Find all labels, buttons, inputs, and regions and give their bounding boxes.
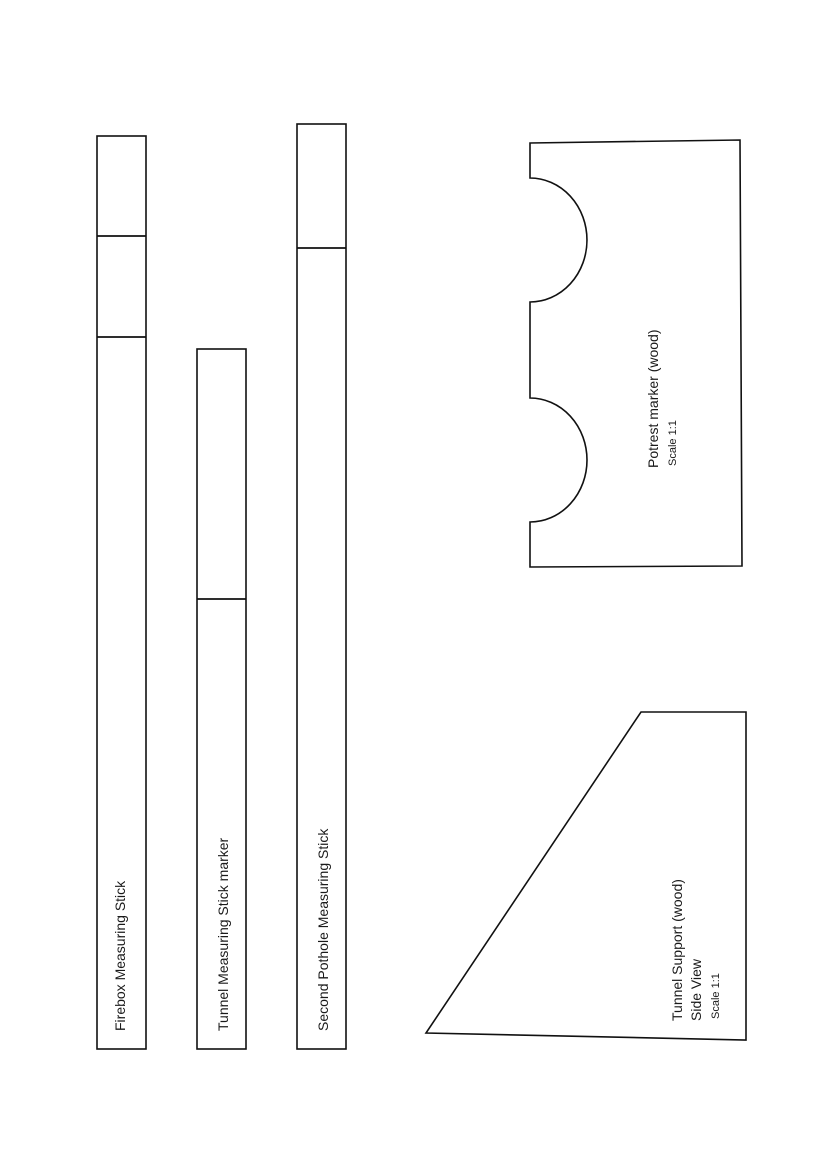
firebox-stick-label: Firebox Measuring Stick <box>112 880 128 1031</box>
tunnel-support-view: Side View <box>688 958 704 1021</box>
tunnel-measuring-stick <box>197 349 246 1049</box>
potrest-marker-title: Potrest marker (wood) <box>645 329 661 468</box>
tunnel-support-template <box>426 712 746 1040</box>
second-pothole-measuring-stick <box>297 124 346 1049</box>
tunnel-stick-label: Tunnel Measuring Stick marker <box>215 837 231 1031</box>
tunnel-support-scale: Scale 1:1 <box>710 973 722 1019</box>
potrest-marker-template <box>530 140 742 567</box>
pothole-stick-label: Second Pothole Measuring Stick <box>315 828 331 1031</box>
potrest-marker-outline <box>530 140 742 567</box>
tunnel-support-title: Tunnel Support (wood) <box>669 879 685 1021</box>
potrest-marker-scale: Scale 1:1 <box>667 420 679 466</box>
firebox-measuring-stick <box>97 136 146 1049</box>
